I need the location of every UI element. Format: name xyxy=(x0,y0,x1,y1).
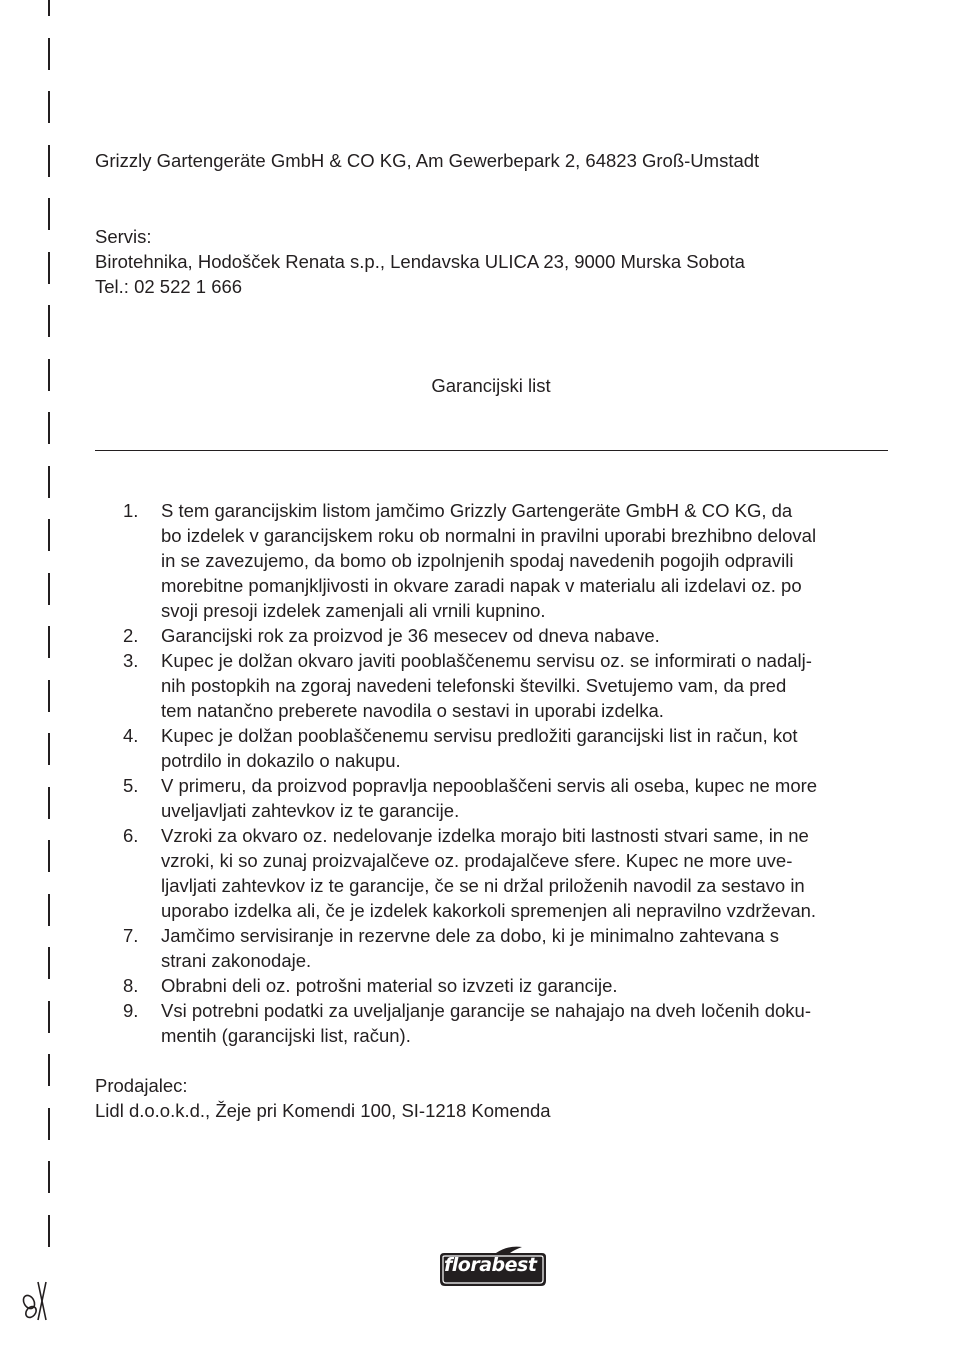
cut-line-dash xyxy=(48,626,50,658)
term-line: uporabo izdelka ali, če je izdelek kakorkoli spremenjen ali nepravilno vzdrževan. xyxy=(161,900,817,921)
manufacturer-address: Grizzly Gartengeräte GmbH & CO KG, Am Gewerbepark 2, 64823 Groß-Umstadt xyxy=(95,150,760,171)
cut-line-dash xyxy=(48,145,50,177)
term-number: 4. xyxy=(123,725,139,746)
term-line: mentih (garancijski list, račun). xyxy=(161,1025,411,1046)
term-line: uveljavljati zahtevkov iz te garancije. xyxy=(161,800,460,821)
term-number: 8. xyxy=(123,975,139,996)
term-line: Kupec je dolžan pooblaščenemu servisu predložiti garancijski list in račun, kot xyxy=(161,725,798,746)
term-item xyxy=(95,648,895,723)
service-phone: Tel.: 02 522 1 666 xyxy=(95,276,243,297)
term-item xyxy=(95,723,895,773)
cut-line-dash xyxy=(48,198,50,230)
term-number: 2. xyxy=(123,625,139,646)
term-line: morebitne pomanjkljivosti in okvare zaradi napak v materialu ali izdelavi oz. po xyxy=(161,575,802,596)
term-item xyxy=(95,923,895,973)
cut-line-dash xyxy=(48,733,50,765)
seller-section xyxy=(95,1073,551,1123)
term-number: 7. xyxy=(123,925,139,946)
term-item xyxy=(95,773,895,823)
scissors-icon xyxy=(20,1280,54,1322)
term-line: vzroki, ki so zunaj proizvajalčeve oz. prodajalčeve sfere. Kupec ne more uve- xyxy=(161,850,793,871)
term-line: strani zakonodaje. xyxy=(161,950,312,971)
service-section xyxy=(95,224,745,299)
term-line: in se zavezujemo, da bomo ob izpolnjenih spodaj navedenih pogojih odpravili xyxy=(161,550,794,571)
seller-address: Lidl d.o.o.k.d., Žeje pri Komendi 100, SI-1218 Komenda xyxy=(95,1100,551,1121)
brand-name: florabest xyxy=(444,1254,537,1276)
page-title: Garancijski list xyxy=(431,375,551,396)
term-line: svoji presoji izdelek zamenjali ali vrnili kupnino. xyxy=(161,600,546,621)
cut-line-dash xyxy=(48,573,50,605)
term-number: 1. xyxy=(123,500,139,521)
term-item xyxy=(95,498,895,623)
term-line: Kupec je dolžan okvaro javiti pooblaščenemu servisu oz. se informirati o nadalj- xyxy=(161,650,812,671)
cut-line-dash xyxy=(48,0,50,16)
term-line: Obrabni deli oz. potrošni material so izvzeti iz garancije. xyxy=(161,975,618,996)
term-number: 9. xyxy=(123,1000,139,1021)
term-item xyxy=(95,973,895,998)
cut-line-dash xyxy=(48,252,50,284)
cut-line-dash xyxy=(48,1108,50,1140)
cut-line-dash xyxy=(48,91,50,123)
cut-line-dash xyxy=(48,680,50,712)
cut-line-dash xyxy=(48,1001,50,1033)
term-line: Vsi potrebni podatki za uveljaljanje garancije se nahajajo na dveh ločenih doku- xyxy=(161,1000,811,1021)
term-item xyxy=(95,823,895,923)
term-number: 3. xyxy=(123,650,139,671)
term-line: V primeru, da proizvod popravlja nepooblaščeni servis ali oseba, kupec ne more xyxy=(161,775,818,796)
cut-line-dash xyxy=(48,38,50,70)
service-label: Servis: xyxy=(95,226,152,247)
cut-line-dash xyxy=(48,466,50,498)
cut-line-dash xyxy=(48,947,50,979)
term-line: ljavljati zahtevkov iz te garancije, če se ni držal priloženih navodil za sestavo in xyxy=(161,875,805,896)
cut-line xyxy=(48,0,52,1354)
cut-line-dash xyxy=(48,412,50,444)
florabest-logo xyxy=(436,1243,550,1289)
cut-line-dash xyxy=(48,787,50,819)
term-number: 5. xyxy=(123,775,139,796)
cut-line-dash xyxy=(48,1161,50,1193)
service-address: Birotehnika, Hodošček Renata s.p., Lendavska ULICA 23, 9000 Murska Sobota xyxy=(95,251,745,272)
term-item xyxy=(95,998,895,1048)
term-line: S tem garancijskim listom jamčimo Grizzly Gartengeräte GmbH & CO KG, da xyxy=(161,500,793,521)
cut-line-dash xyxy=(48,1215,50,1247)
term-line: Jamčimo servisiranje in rezervne dele za dobo, ki je minimalno zahtevana s xyxy=(161,925,779,946)
term-number: 6. xyxy=(123,825,139,846)
term-item xyxy=(95,623,895,648)
seller-label: Prodajalec: xyxy=(95,1075,188,1096)
divider xyxy=(95,450,888,451)
warranty-terms-list xyxy=(95,498,895,1048)
cut-line-dash xyxy=(48,1054,50,1086)
cut-line-dash xyxy=(48,305,50,337)
cut-line-dash xyxy=(48,894,50,926)
term-line: nih postopkih na zgoraj navedeni telefonski številki. Svetujemo vam, da pred xyxy=(161,675,787,696)
term-line: Garancijski rok za proizvod je 36 mesecev od dneva nabave. xyxy=(161,625,660,646)
term-line: bo izdelek v garancijskem roku ob normalni in pravilni uporabi brezhibno deloval xyxy=(161,525,817,546)
term-line: Vzroki za okvaro oz. nedelovanje izdelka morajo biti lastnosti stvari same, in ne xyxy=(161,825,809,846)
term-line: potrdilo in dokazilo o nakupu. xyxy=(161,750,401,771)
cut-line-dash xyxy=(48,519,50,551)
term-line: tem natančno preberete navodila o sestavi in uporabi izdelka. xyxy=(161,700,664,721)
cut-line-dash xyxy=(48,840,50,872)
